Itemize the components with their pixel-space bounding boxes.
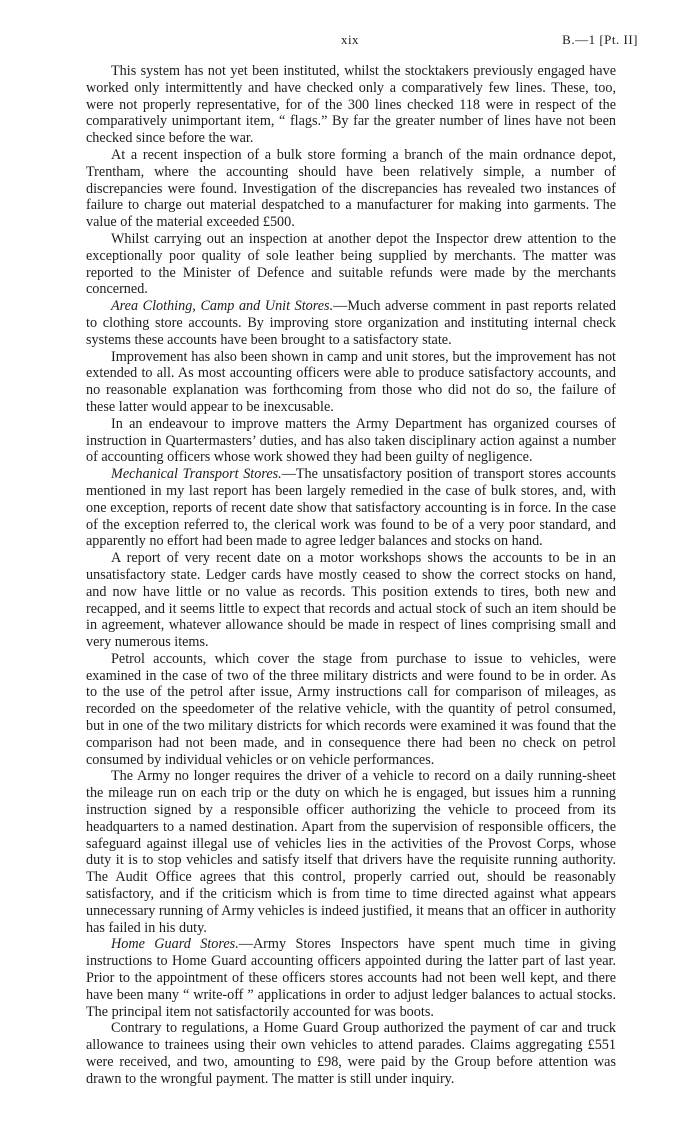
section-heading: Home Guard Stores. [111, 936, 239, 953]
paragraph [86, 298, 616, 348]
paragraph [86, 466, 616, 550]
paragraph-text: —Much adverse comment in past reports related to clothing store accounts. By improving store organization and instituting internal check systems these accounts have been brought to a satisfactory state. [86, 298, 616, 348]
paragraph [86, 651, 616, 769]
section-heading: Area Clothing, Camp and Unit Stores. [111, 298, 334, 315]
section-heading: Mechanical Transport Stores. [111, 466, 282, 483]
paragraph-text: Improvement has also been shown in camp and unit stores, but the improvement has not extended to all. As most accounting officers were able to produce satisfactory accounts, and no reasonable explanation was forthcoming from those who did not do so, the failure of these latter would appear to be inexcusable. [86, 348, 616, 415]
paragraph-text: At a recent inspection of a bulk store forming a branch of the main ordnance depot, Trentham, where the accounting should have been relatively simple, a number of discrepancies were found. Investigation of the discrepancies has revealed two instances of failure to charge out material despatched to a manufacturer for making into garments. The value of the material exceeded £500. [86, 146, 616, 231]
paragraph-text: Whilst carrying out an inspection at another depot the Inspector drew attention to the exceptionally poor quality of sole leather being supplied by merchants. The matter was reported to the Minister of Defence and suitable refunds were made by the merchants concerned. [86, 230, 616, 298]
paragraph [86, 349, 616, 416]
paragraph [86, 416, 616, 466]
paragraph-text: The Army no longer requires the driver of a vehicle to record on a daily running-sheet the mileage run on each trip or the duty on which he is engaged, but issues him a running instruction signed by a responsible officer authorizing the vehicle to proceed from its headquarters to a named destination. Apart from the supervision of responsible officers, the safeguard against illegal use of vehicles lies in the activities of the Provost Corps, whose duty it is to stop vehicles and satisfy itself that drivers have the requisite running authority. The Audit Office agrees that this control, properly carried out, should be reasonably satisfactory, and if the criticism which is from time to time directed against what appears unnecessary running of Army vehicles is indeed justified, it means that an officer in authority has failed in his duty. [86, 768, 616, 936]
paragraph-text: In an endeavour to improve matters the Army Department has organized courses of instruction in Quartermasters’ duties, and has also taken disciplinary action against a number of accounting officers whose work showed they had been guilty of negligence. [86, 415, 616, 466]
paragraph [86, 147, 616, 231]
paragraph [86, 231, 616, 298]
paragraph [86, 550, 616, 651]
paragraph [86, 936, 616, 1020]
page-number: xix [340, 32, 360, 47]
body-text [86, 63, 616, 1088]
paragraph-text: A report of very recent date on a motor workshops shows the accounts to be in an unsatisfactory state. Ledger cards have mostly ceased to show the correct stocks on hand, and now have little or no value as records. This position extends to tires, both new and recapped, and it seems little to expect that records and actual stock of such an item should be in agreement, whatever allowance should be made in respect of lines comprising small and very numerous items. [86, 550, 616, 651]
paragraph [86, 1020, 616, 1087]
paragraph-text: Contrary to regulations, a Home Guard Group authorized the payment of car and truck allowance to trainees using their own vehicles to attend parades. Claims aggregating £551 were received, and two, amounting to £98, were paid by the Group before attention was drawn to the wrongful payment. The matter is still under inquiry. [86, 1020, 616, 1087]
paragraph-text: —The unsatisfactory position of transport stores accounts mentioned in my last report has been largely remedied in the case of bulk stores, and, with one exception, reports of recent date show that satisfactory accounting is in force. In the case of the exception referred to, the clerical work was found to be of a very poor standard, and apparently no effort had been made to agree ledger balances and stocks on hand. [86, 466, 616, 550]
paragraph [86, 63, 616, 147]
document-reference: B.—1 [Pt. II] [562, 32, 638, 47]
paragraph-text: Petrol accounts, which cover the stage from purchase to issue to vehicles, were examined in the case of two of the three military districts and were found to be in order. As to the use of the petrol after issue, Army instructions call for comparison of mileages, as recorded on the speedometer of the relative vehicle, with the quantity of petrol consumed, but in one of the two military districts for which records were examined it was found that the comparison had not been made, and in consequence there had been no check on petrol consumed by individual vehicles or on vehicle performances. [86, 650, 616, 768]
paragraph-text: —Army Stores Inspectors have spent much time in giving instructions to Home Guard accounting officers appointed during the latter part of last year. Prior to the appointment of these officers stores accounts had not been well kept, and there have been many “ write-off ” applications in order to adjust ledger balances to actual stocks. The principal item not satisfactorily accounted for was boots. [86, 936, 616, 1020]
paragraph [86, 768, 616, 936]
paragraph-text: This system has not yet been instituted, whilst the stocktakers previously engaged have worked only intermittently and have checked only a comparatively few lines. These, too, were not properly representative, for of the 300 lines checked 118 were in respect of the comparatively unimportant item, “ flags.” By far the greater number of lines have not been checked since before the war. [86, 63, 616, 147]
